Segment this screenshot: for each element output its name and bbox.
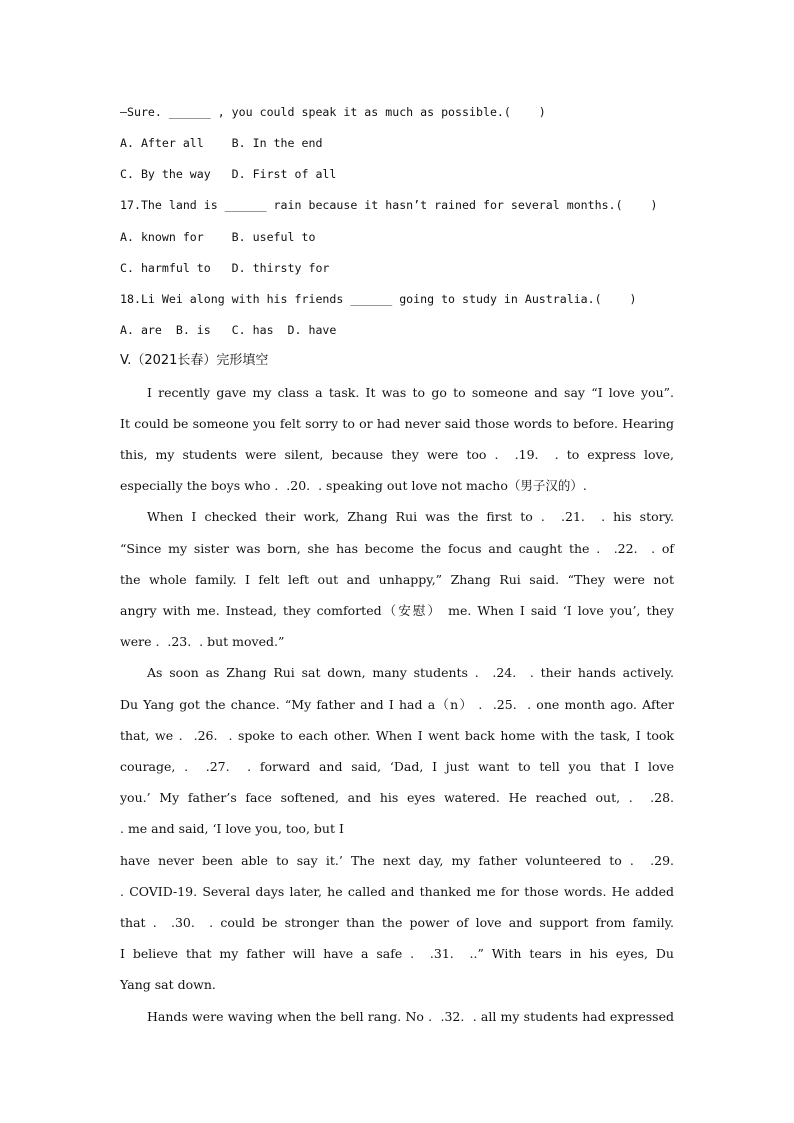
passage-line: As soon as Zhang Rui sat down, many students . .24. . their hands actively. <box>147 665 674 680</box>
passage-line: especially the boys who . .20. . speaking out love not macho（男子汉的）. <box>120 478 587 493</box>
q16-stem: —Sure. ______ , you could speak it as much as possible.( ) <box>120 105 546 119</box>
passage-line: It could be someone you felt sorry to or had never said those words to before. Hearing <box>120 416 674 431</box>
passage-line: the whole family. I felt left out and unhappy,” Zhang Rui said. “They were not <box>120 572 674 587</box>
passage-line: have never been able to say it.’ The next day, my father volunteered to . .29. <box>120 853 674 868</box>
passage-line: Hands were waving when the bell rang. No . .32. . all my students had expressed <box>147 1009 674 1024</box>
passage-line: that, we . .26. . spoke to each other. When I went back home with the task, I took <box>120 728 674 743</box>
q18-stem: 18.Li Wei along with his friends ______ going to study in Australia.( ) <box>120 292 637 306</box>
q17-options-cd: C. harmful to D. thirsty for <box>120 261 330 275</box>
passage-line: I believe that my father will have a safe . .31. ..” With tears in his eyes, Du <box>120 946 674 961</box>
q16-options-ab: A. After all B. In the end <box>120 136 323 150</box>
passage-line: were . .23. . but moved.” <box>120 634 285 649</box>
passage-line: courage, . .27. . forward and said, ‘Dad, I just want to tell you that I love <box>120 759 674 774</box>
passage-line: angry with me. Instead, they comforted（安慰） me. When I said ‘I love you’, they <box>120 603 674 618</box>
q16-options-cd: C. By the way D. First of all <box>120 167 337 181</box>
passage-line: When I checked their work, Zhang Rui was the first to . .21. . his story. <box>147 509 674 524</box>
q17-options-ab: A. known for B. useful to <box>120 230 316 244</box>
passage-line: Du Yang got the chance. “My father and I had a（n） . .25. . one month ago. After <box>120 697 674 712</box>
q18-options: A. are B. is C. has D. have <box>120 323 337 337</box>
section-heading: V.（2021长春）完形填空 <box>120 353 269 368</box>
passage-line: . me and said, ‘I love you, too, but I <box>120 821 344 836</box>
passage-line: you.’ My father’s face softened, and his eyes watered. He reached out, . .28. <box>120 790 674 805</box>
passage-line: . COVID-19. Several days later, he called and thanked me for those words. He added <box>120 884 674 899</box>
passage-line: this, my students were silent, because they were too . .19. . to express love, <box>120 447 674 462</box>
passage-line: Yang sat down. <box>120 977 216 992</box>
q17-stem: 17.The land is ______ rain because it hasn’t rained for several months.( ) <box>120 198 658 212</box>
passage-line: I recently gave my class a task. It was to go to someone and say “I love you”. <box>147 385 674 400</box>
passage-line: “Since my sister was born, she has become the focus and caught the . .22. . of <box>120 541 674 556</box>
passage-line: that . .30. . could be stronger than the power of love and support from family. <box>120 915 674 930</box>
